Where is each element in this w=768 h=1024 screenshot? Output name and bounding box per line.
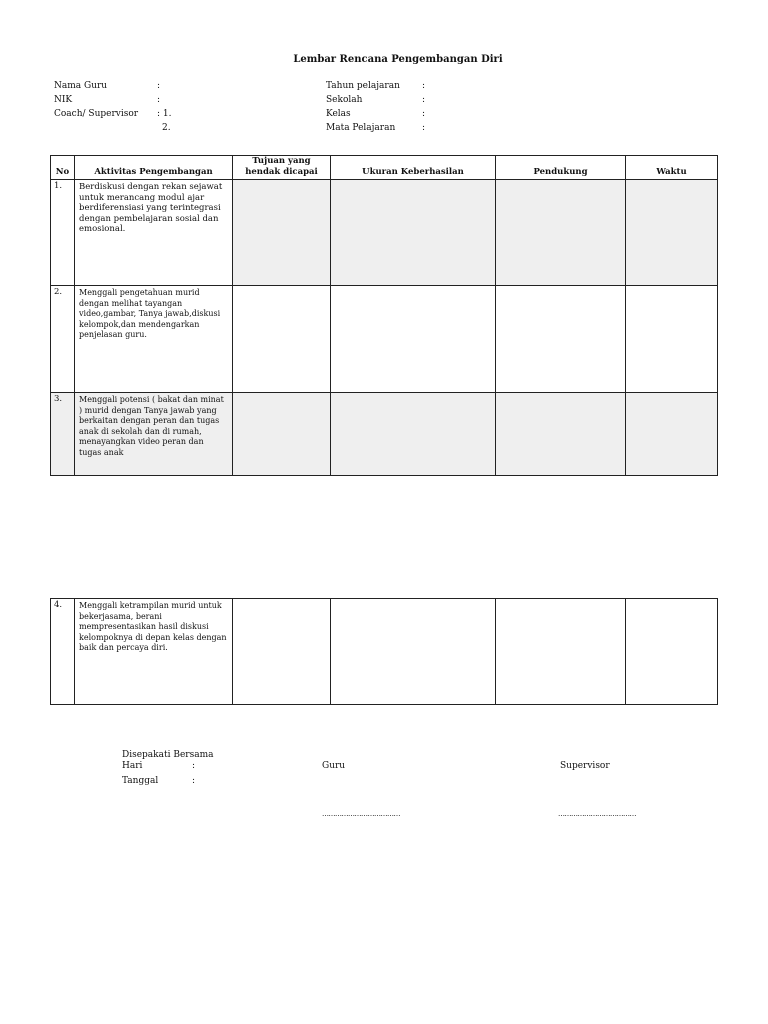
label-coach-supervisor: Coach/ Supervisor — [54, 109, 139, 119]
cell-ukuran[interactable] — [331, 180, 496, 286]
sep-nik: : — [157, 95, 161, 105]
header-tujuan-line1: Tujuan yang — [252, 156, 311, 166]
supervisor-label: Supervisor — [560, 761, 610, 771]
label-kelas: Kelas — [326, 109, 351, 119]
header-pendukung: Pendukung — [496, 156, 626, 180]
cell-tujuan[interactable] — [233, 286, 331, 393]
label-mata-pelajaran: Mata Pelajaran — [326, 123, 396, 133]
cell-pendukung[interactable] — [496, 393, 626, 476]
row-number: 1. — [51, 180, 75, 286]
table-row — [51, 393, 718, 476]
sep-tahun-pelajaran: : — [422, 81, 426, 91]
development-plan-table-continued — [50, 598, 718, 705]
cell-pendukung[interactable] — [496, 180, 626, 286]
tanggal-label: Tanggal — [122, 776, 159, 786]
header-no: No — [51, 156, 75, 180]
header-aktivitas: Aktivitas Pengembangan — [75, 156, 233, 180]
sep-kelas: : — [422, 109, 426, 119]
sep-nama-guru: : — [157, 81, 161, 91]
tanggal-sep: : — [192, 776, 196, 786]
table-row — [51, 180, 718, 286]
table-row — [51, 286, 718, 393]
label-tahun-pelajaran: Tahun pelajaran — [326, 81, 400, 91]
cell-waktu[interactable] — [626, 180, 718, 286]
development-plan-table — [50, 155, 718, 476]
guru-label: Guru — [322, 761, 346, 771]
cell-ukuran[interactable] — [331, 286, 496, 393]
row-aktivitas: Berdiskusi dengan rekan sejawat untuk merancang modul ajar berdiferensiasi yang terintegrasi dengan pembelajaran sosial dan emosional. — [75, 180, 233, 286]
cell-ukuran[interactable] — [331, 599, 496, 705]
cell-waktu[interactable] — [626, 393, 718, 476]
sep-coach-supervisor: : 1. — [157, 109, 172, 119]
sep-sekolah: : — [422, 95, 426, 105]
cell-waktu[interactable] — [626, 599, 718, 705]
hari-sep: : — [192, 761, 196, 771]
hari-label: Hari — [122, 761, 143, 771]
label-sekolah: Sekolah — [326, 95, 363, 105]
guru-signature-line: ……………………………… — [322, 810, 400, 818]
sep-mata-pelajaran: : — [422, 123, 426, 133]
row-number: 4. — [51, 599, 75, 705]
agreed-label: Disepakati Bersama — [122, 750, 214, 760]
header-tujuan-line2: hendak dicapai — [245, 167, 318, 177]
row-number: 2. — [51, 286, 75, 393]
label-nik: NIK — [54, 95, 73, 105]
cell-tujuan[interactable] — [233, 393, 331, 476]
cell-tujuan[interactable] — [233, 180, 331, 286]
supervisor-signature-line: ……………………………… — [558, 810, 636, 818]
table-row — [51, 599, 718, 705]
row-aktivitas: Menggali potensi ( bakat dan minat ) murid dengan Tanya jawab yang berkaitan dengan peran dan tugas anak di sekolah dan di rumah, menayangkan video peran dan tugas anak — [75, 393, 233, 476]
row-number: 3. — [51, 393, 75, 476]
coach-second-number: 2. — [162, 123, 171, 133]
label-nama-guru: Nama Guru — [54, 81, 108, 91]
header-tujuan — [233, 156, 331, 180]
cell-pendukung[interactable] — [496, 599, 626, 705]
table-header-row — [51, 156, 718, 180]
header-ukuran: Ukuran Keberhasilan — [331, 156, 496, 180]
cell-pendukung[interactable] — [496, 286, 626, 393]
row-aktivitas: Menggali ketrampilan murid untuk bekerjasama, berani mempresentasikan hasil diskusi kelompoknya di depan kelas dengan baik dan percaya diri. — [75, 599, 233, 705]
cell-tujuan[interactable] — [233, 599, 331, 705]
header-waktu: Waktu — [626, 156, 718, 180]
row-aktivitas: Menggali pengetahuan murid dengan melihat tayangan video,gambar, Tanya jawab,diskusi kelompok,dan mendengarkan penjelasan guru. — [75, 286, 233, 393]
cell-ukuran[interactable] — [331, 393, 496, 476]
cell-waktu[interactable] — [626, 286, 718, 393]
page-title: Lembar Rencana Pengembangan Diri — [293, 54, 503, 65]
